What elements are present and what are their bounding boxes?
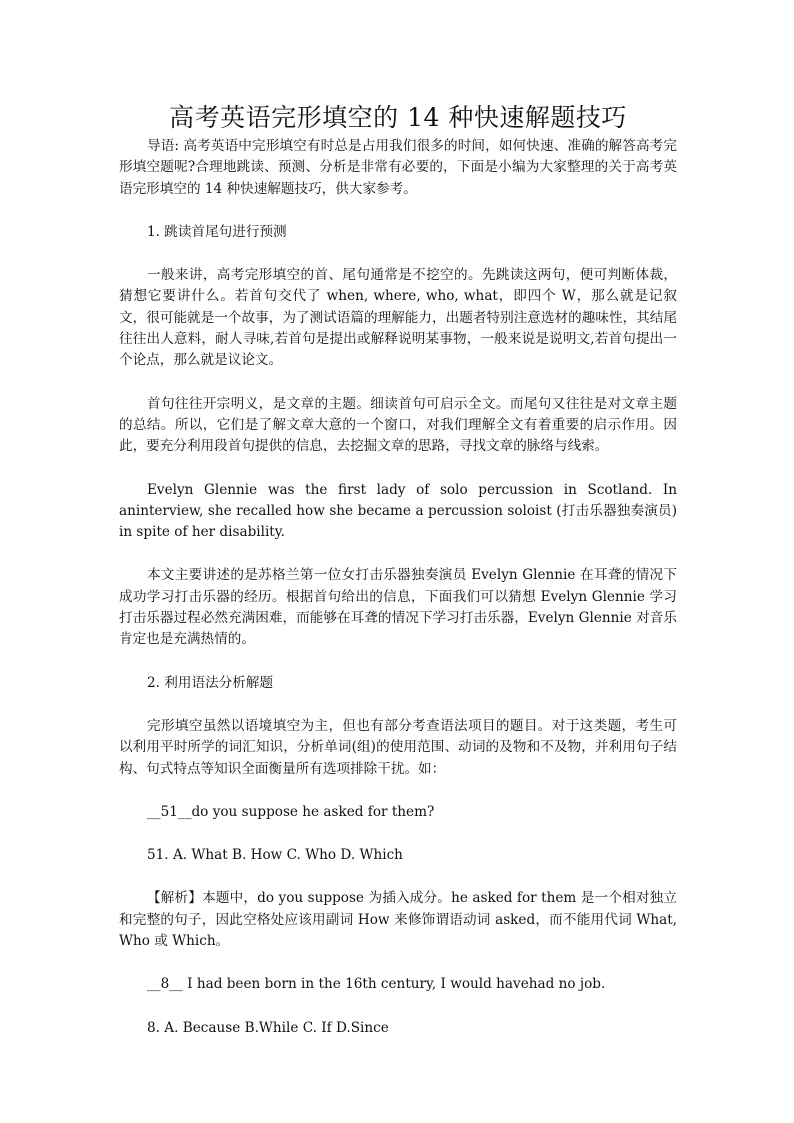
section1-example-text: Evelyn Glennie was the first lady of solo percussion in Scotland. In aninterview, she recalled how she became a percussion soloist (打击乐器独奏演员) in spite of her disability. bbox=[119, 481, 677, 541]
section-heading-2: 2. 利用语法分析解题 bbox=[147, 674, 274, 691]
intro-paragraph: 导语: 高考英语中完形填空有时总是占用我们很多的时间，如何快速、准确的解答高考完形填空题呢?合理地跳读、预测、分析是非常有必要的，下面是小编为大家整理的关于高考英语完形填空的 14 种快速解题技巧，供大家参考。 bbox=[119, 138, 677, 197]
question-51-options: 51. A. What B. How C. Who D. Which bbox=[147, 847, 403, 864]
question-51-analysis: 【解析】本题中，do you suppose 为插入成分。he asked for them 是一个相对独立和完整的句子，因此空格处应该用副词 How 来修饰谓语动词 asked，而不能用代词 What, Who 或 Which。 bbox=[119, 890, 677, 950]
question-8-options: 8. A. Because B.While C. If D.Since bbox=[147, 1019, 389, 1036]
section1-paragraph-1: 一般来讲，高考完形填空的首、尾句通常是不挖空的。先跳读这两句，便可判断体裁，猜想它要讲什么。若首句交代了 when, where, who, what，即四个 W，那么就是记叙文，很可能就是一个故事，为了测试语篇的理解能力，出题者特别注意选材的趣味性，其结尾往往出人意料，耐人寻味,若首句是提出或解释说明某事物，一般来说是说明文,若首句提出一个论点，那么就是议论文。 bbox=[119, 267, 677, 369]
document-title: 高考英语完形填空的 14 种快速解题技巧 bbox=[169, 103, 627, 132]
section-heading-1: 1. 跳读首尾句进行预测 bbox=[147, 223, 287, 240]
question-8-stem: __8__ I had been born in the 16th century, I would havehad no job. bbox=[147, 976, 606, 993]
section2-paragraph-1: 完形填空虽然以语境填空为主，但也有部分考查语法项目的题目。对于这类题，考生可以利用平时所学的词汇知识，分析单词(组)的使用范围、动词的及物和不及物，并利用句子结构、句式特点等知识全面衡量所有选项排除干扰。如： bbox=[119, 717, 677, 777]
document-body bbox=[119, 100, 677, 1039]
section1-paragraph-2: 首句往往开宗明义，是文章的主题。细读首句可启示全文。而尾句又往往是对文章主题的总结。所以，它们是了解文章大意的一个窗口，对我们理解全文有着重要的启示作用。因此，要充分利用段首句提供的信息，去挖掘文章的思路，寻找文章的脉络与线索。 bbox=[119, 395, 677, 455]
question-51-stem: __51__do you suppose he asked for them? bbox=[147, 803, 435, 820]
section1-paragraph-3: 本文主要讲述的是苏格兰第一位女打击乐器独奏演员 Evelyn Glennie 在耳聋的情况下成功学习打击乐器的经历。根据首句给出的信息，下面我们可以猜想 Evelyn Glennie 学习打击乐器过程必然充满困难，而能够在耳聋的情况下学习打击乐器，Evelyn Glennie 对音乐肯定也是充满热情的。 bbox=[119, 567, 677, 648]
